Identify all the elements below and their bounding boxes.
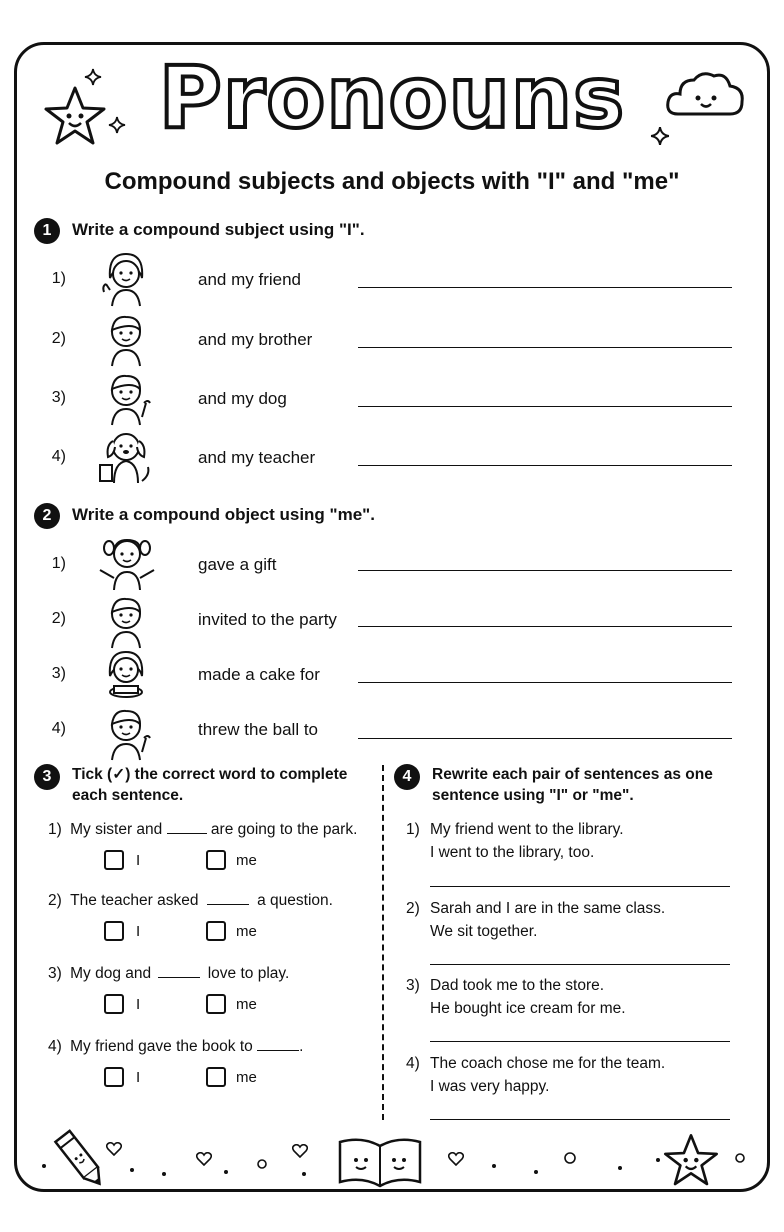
blank [207, 904, 249, 905]
item-number: 2) [406, 900, 420, 917]
section-4-heading [394, 764, 744, 806]
checkbox[interactable] [104, 921, 124, 941]
item-number: 2) [48, 892, 62, 909]
item-number: 1) [48, 821, 62, 838]
item-number: 2) [51, 610, 66, 627]
sentence-after: a question. [257, 892, 333, 909]
answer-line[interactable] [358, 406, 732, 407]
sentence-1: My friend went to the library. [430, 821, 624, 838]
item-number: 1) [51, 555, 66, 572]
option-label: me [236, 1068, 257, 1086]
sentence-before: My friend gave the book to [70, 1038, 253, 1055]
answer-line[interactable] [358, 570, 732, 571]
blank [158, 977, 200, 978]
checkbox[interactable] [104, 1067, 124, 1087]
prompt-text: and my teacher [198, 448, 316, 467]
option-me [206, 850, 257, 870]
section-3-instruction [72, 764, 347, 806]
option-label: I [136, 995, 141, 1013]
item-number: 4) [48, 1038, 62, 1055]
option-label: me [236, 851, 257, 869]
answer-line[interactable] [358, 465, 732, 466]
item-number: 4) [406, 1055, 420, 1072]
item-number: 2) [51, 330, 66, 347]
tick-item [48, 889, 378, 912]
section-3-heading [34, 764, 374, 806]
checkbox[interactable] [206, 994, 226, 1014]
answer-line[interactable] [430, 1041, 730, 1042]
option-i [104, 850, 140, 870]
option-i [104, 994, 140, 1014]
sentence-1: The coach chose me for the team. [430, 1055, 666, 1072]
section-1-heading [34, 218, 365, 244]
checkbox[interactable] [104, 850, 124, 870]
blank [257, 1050, 299, 1051]
sentence-2: I was very happy. [430, 1078, 550, 1095]
option-me [206, 921, 257, 941]
option-label: me [236, 995, 257, 1013]
sentence-before: My dog and [70, 965, 152, 982]
section-number-badge: 2 [34, 503, 60, 529]
item-number: 3) [406, 977, 420, 994]
item-number: 4) [51, 720, 66, 737]
prompt-text: gave a gift [198, 555, 277, 574]
sentence-2: I went to the library, too. [430, 844, 595, 861]
section-3-instruction-line2: each sentence. [72, 787, 184, 804]
section-number-badge: 4 [394, 764, 420, 790]
answer-line[interactable] [358, 738, 732, 739]
item-number: 3) [51, 665, 66, 682]
sentence-1: Dad took me to the store. [430, 977, 605, 994]
option-label: me [236, 922, 257, 940]
sentence-2: He bought ice cream for me. [430, 1000, 626, 1017]
tick-item [48, 962, 378, 985]
section-4-instruction [432, 764, 713, 806]
section-4-instruction-line1: Rewrite each pair of sentences as one [432, 766, 713, 783]
option-i [104, 921, 140, 941]
item-number: 3) [48, 965, 62, 982]
sentence-2: We sit together. [430, 923, 538, 940]
option-label: I [136, 1068, 141, 1086]
rewrite-item [406, 897, 736, 943]
answer-line[interactable] [430, 1119, 730, 1120]
item-number: 3) [51, 389, 66, 406]
rewrite-item [406, 818, 736, 864]
girl-pigtails-icon [94, 532, 160, 592]
prompt-text: threw the ball to [198, 720, 319, 739]
column-divider [382, 765, 384, 1120]
sentence-after: love to play. [207, 965, 290, 982]
option-me [206, 1067, 257, 1087]
dot-pattern [40, 1140, 760, 1180]
page-title: Pronouns [158, 48, 626, 148]
answer-line[interactable] [430, 886, 730, 887]
answer-line[interactable] [430, 964, 730, 965]
rewrite-item [406, 974, 736, 1020]
prompt-text: and my brother [198, 330, 313, 349]
answer-line[interactable] [358, 626, 732, 627]
section-3-instruction-line1: Tick (✓) the correct word to complete [72, 766, 348, 783]
option-label: I [136, 851, 141, 869]
checkbox[interactable] [206, 1067, 226, 1087]
option-i [104, 1067, 140, 1087]
girl-cake-icon [100, 646, 152, 706]
boy-waving-icon [100, 367, 152, 427]
answer-line[interactable] [358, 682, 732, 683]
tick-item [48, 1035, 378, 1058]
option-me [206, 994, 257, 1014]
item-number: 1) [406, 821, 420, 838]
checkbox[interactable] [104, 994, 124, 1014]
prompt-text: invited to the party [198, 610, 337, 629]
sentence-1: Sarah and I are in the same class. [430, 900, 666, 917]
section-4-instruction-line2: sentence using "I" or "me". [432, 787, 634, 804]
boy-icon [100, 590, 152, 650]
section-2-heading [34, 503, 375, 529]
checkbox[interactable] [206, 921, 226, 941]
item-number: 1) [51, 270, 66, 287]
boy-icon [100, 308, 152, 368]
dog-icon [96, 425, 156, 485]
answer-line[interactable] [358, 347, 732, 348]
option-label: I [136, 922, 141, 940]
section-number-badge: 1 [34, 218, 60, 244]
girl-icon [100, 248, 152, 308]
section-number-badge: 3 [34, 764, 60, 790]
sentence-before: The teacher asked [70, 892, 199, 909]
sentence-before: My sister and [70, 821, 163, 838]
prompt-text: made a cake for [198, 665, 320, 684]
section-1-instruction: Write a compound subject using "I". [72, 220, 365, 239]
prompt-text: and my dog [198, 389, 287, 408]
sentence-after: . [299, 1038, 304, 1055]
prompt-text: and my friend [198, 270, 301, 289]
section-2-instruction: Write a compound object using "me". [72, 505, 375, 524]
answer-line[interactable] [358, 287, 732, 288]
blank [167, 833, 207, 834]
page-subtitle: Compound subjects and objects with "I" and "me" [104, 168, 680, 195]
checkbox[interactable] [206, 850, 226, 870]
sentence-after: are going to the park. [210, 821, 358, 838]
boy-waving-icon [100, 702, 152, 762]
rewrite-item [406, 1052, 736, 1098]
tick-item [48, 818, 378, 841]
item-number: 4) [51, 448, 66, 465]
